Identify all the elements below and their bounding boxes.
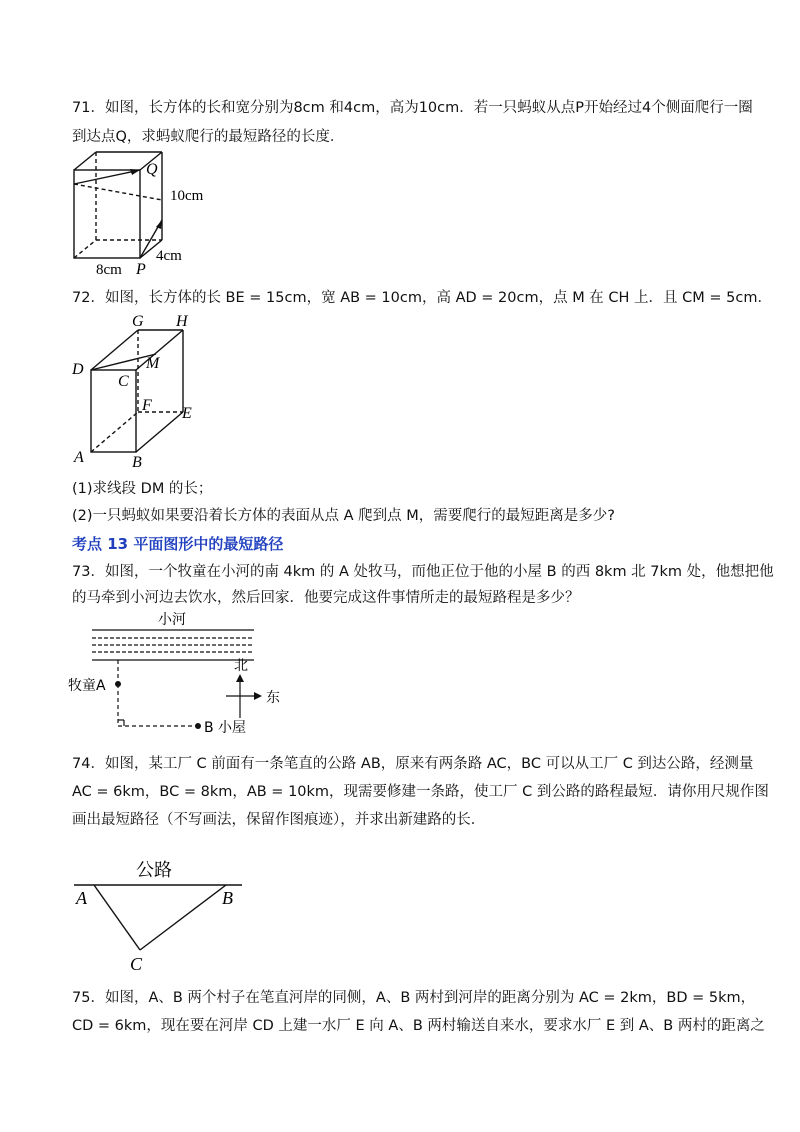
q74-text-line2: AC = 6km，BC = 8km，AB = 10km，现需要修建一条路，使工厂 C 到公路的路程最短．请你用尺规作图: [72, 784, 769, 800]
q71-label-q: Q: [146, 161, 158, 178]
q72-sub2: (2)一只蚂蚁如果要沿着长方体的表面从点 A 爬到点 M，需要爬行的最短距离是多少?: [72, 508, 615, 524]
q72-label-b: B: [132, 454, 142, 471]
q72-label-a: A: [74, 449, 84, 466]
q72-label-e: E: [182, 405, 192, 422]
q72-label-m: M: [146, 355, 160, 372]
q73-river-figure: [60, 608, 300, 740]
q71-cuboid-figure: [60, 148, 230, 280]
q71-label-p: P: [136, 261, 146, 278]
q73-label-north: 北: [234, 658, 248, 674]
q74-label-c: C: [130, 954, 143, 974]
q72-label-c: C: [118, 373, 129, 390]
q72-text-line1: 72．如图，长方体的长 BE = 15cm，宽 AB = 10cm，高 AD = 20cm，点 M 在 CH 上．且 CM = 5cm．: [72, 290, 772, 306]
q74-text-line1: 74．如图，某工厂 C 前面有一条笔直的公路 AB，原来有两条路 AC，BC 可以从工厂 C 到达公路，经测量: [72, 756, 754, 772]
q74-text-line3: 画出最短路径（不写画法，保留作图痕迹），并求出新建路的长．: [72, 812, 486, 828]
q71-label-width: 4cm: [156, 248, 182, 264]
q72-sub1: (1)求线段 DM 的长；: [72, 481, 213, 497]
q75-text-line2: CD = 6km，现在要在河岸 CD 上建一水厂 E 向 A、B 两村输送自来水，要求水厂 E 到 A、B 两村的距离之: [72, 1018, 765, 1034]
q74-road-figure: [64, 852, 264, 976]
q71-label-length: 8cm: [96, 262, 122, 278]
q71-label-height: 10cm: [170, 188, 204, 204]
q73-label-river: 小河: [158, 612, 186, 628]
q74-label-b: B: [222, 888, 233, 908]
section-heading: 考点 13 平面图形中的最短路径: [72, 535, 284, 553]
q71-text-line1: 71．如图，长方体的长和宽分别为8cm 和4cm，高为10cm．若一只蚂蚁从点P开始经过4个侧面爬行一圈: [72, 100, 753, 116]
q73-text-line2: 的马牵到小河边去饮水，然后回家．他要完成这件事情所走的最短路程是多少？: [72, 590, 580, 606]
q72-label-f: F: [142, 397, 152, 414]
q73-label-east: 东: [266, 690, 280, 706]
q73-label-herder: 牧童A: [68, 678, 106, 694]
q74-label-road: 公路: [136, 860, 172, 881]
q73-label-house: B 小屋: [204, 720, 247, 736]
q75-text-line1: 75．如图，A、B 两个村子在笔直河岸的同侧，A、B 两村到河岸的距离分别为 AC = 2km，BD = 5km，: [72, 990, 756, 1006]
q72-cuboid-figure: [66, 310, 206, 472]
q72-label-d: D: [72, 361, 84, 378]
q72-label-g: G: [132, 313, 144, 330]
q71-text-line2: 到达点Q，求蚂蚁爬行的最短路径的长度．: [72, 129, 345, 145]
q72-label-h: H: [176, 313, 188, 330]
q74-label-a: A: [76, 888, 87, 908]
q73-text-line1: 73．如图，一个牧童在小河的南 4km 的 A 处牧马，而他正位于他的小屋 B 的西 8km 北 7km 处，他想把他: [72, 564, 774, 580]
